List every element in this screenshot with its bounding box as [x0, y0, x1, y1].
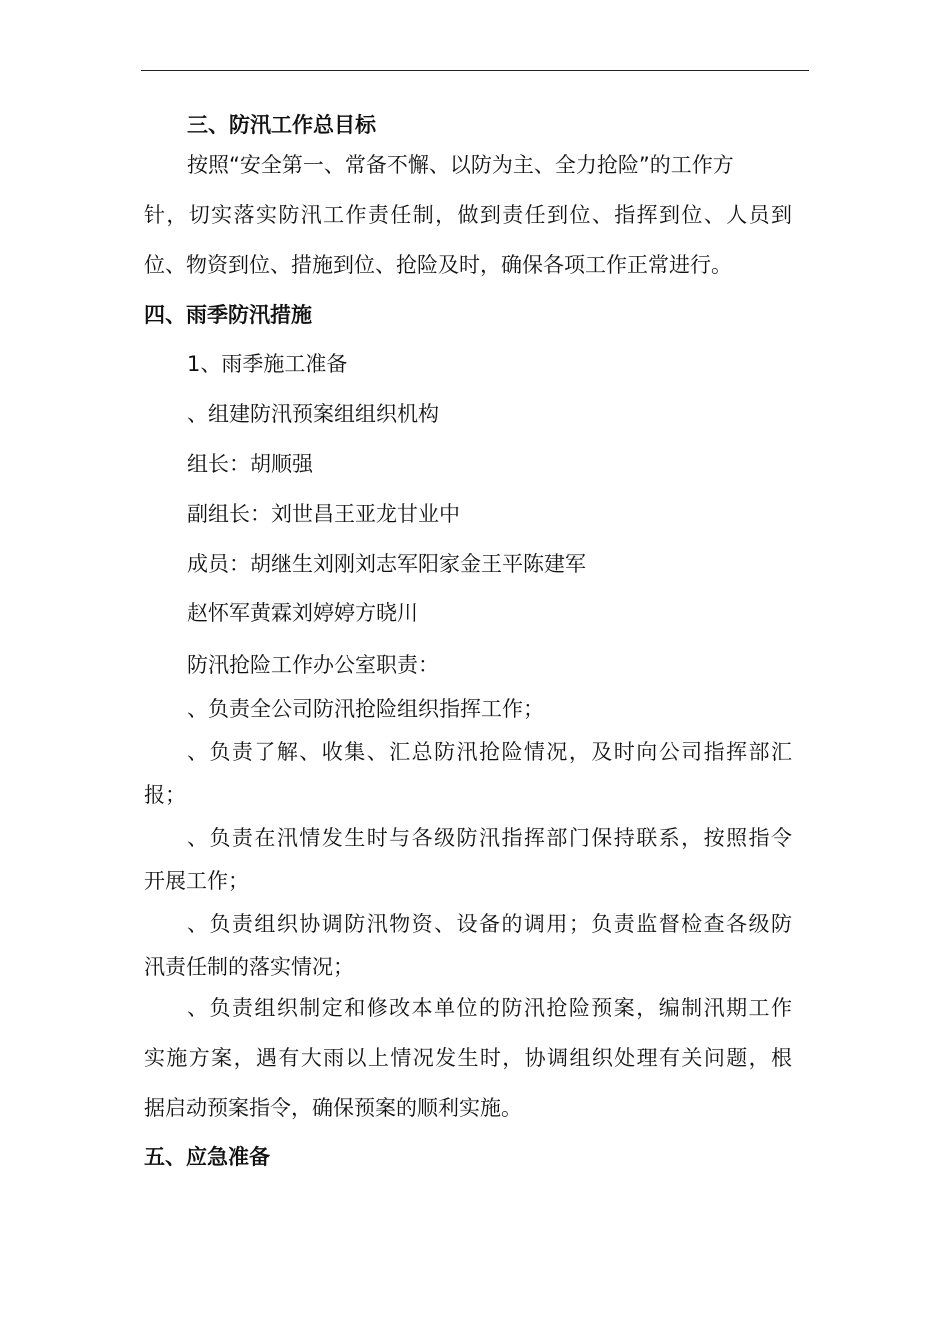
- deputy-line: 副组长：刘世昌王亚龙甘业中: [187, 502, 460, 526]
- duty-line: 、负责组织制定和修改本单位的防汛抢险预案，编制汛期工作: [187, 996, 792, 1020]
- duty-line: 实施方案，遇有大雨以上情况发生时，协调组织处理有关问题，根: [144, 1046, 792, 1070]
- duty-line: 、负责组织协调防汛物资、设备的调用；负责监督检查各级防: [187, 912, 792, 936]
- duty-line: 、负责在汛情发生时与各级防汛指挥部门保持联系，按照指令: [187, 826, 792, 850]
- paragraph-line: 位、物资到位、措施到位、抢险及时，确保各项工作正常进行。: [144, 253, 732, 277]
- office-title: 防汛抢险工作办公室职责：: [187, 653, 439, 677]
- section-heading: 四、雨季防汛措施: [144, 303, 312, 327]
- duty-line: 、负责了解、收集、汇总防汛抢险情况，及时向公司指挥部汇: [187, 740, 792, 764]
- section-heading: 五、应急准备: [144, 1145, 270, 1169]
- members-line: 赵怀军黄霖刘婷婷方晓川: [187, 601, 418, 625]
- paragraph-line: 针，切实落实防汛工作责任制，做到责任到位、指挥到位、人员到: [144, 203, 792, 227]
- members-line: 成员：胡继生刘刚刘志军阳家金王平陈建军: [187, 552, 586, 576]
- header-rule: [141, 70, 809, 71]
- duty-line: 汛责任制的落实情况；: [144, 955, 354, 979]
- leader-line: 组长：胡顺强: [187, 452, 313, 476]
- duty-line: 据启动预案指令，确保预案的顺利实施。: [144, 1096, 522, 1120]
- section-heading: 三、防汛工作总目标: [187, 113, 376, 137]
- duty-line: 报；: [144, 783, 186, 807]
- duty-line: 、负责全公司防汛抢险组织指挥工作；: [187, 697, 544, 721]
- paragraph-line: 按照“安全第一、常备不懈、以防为主、全力抢险”的工作方: [187, 153, 734, 177]
- subsection-heading: 1、雨季施工准备: [187, 352, 348, 376]
- org-title: 、组建防汛预案组组织机构: [187, 402, 439, 426]
- duty-line: 开展工作；: [144, 869, 249, 893]
